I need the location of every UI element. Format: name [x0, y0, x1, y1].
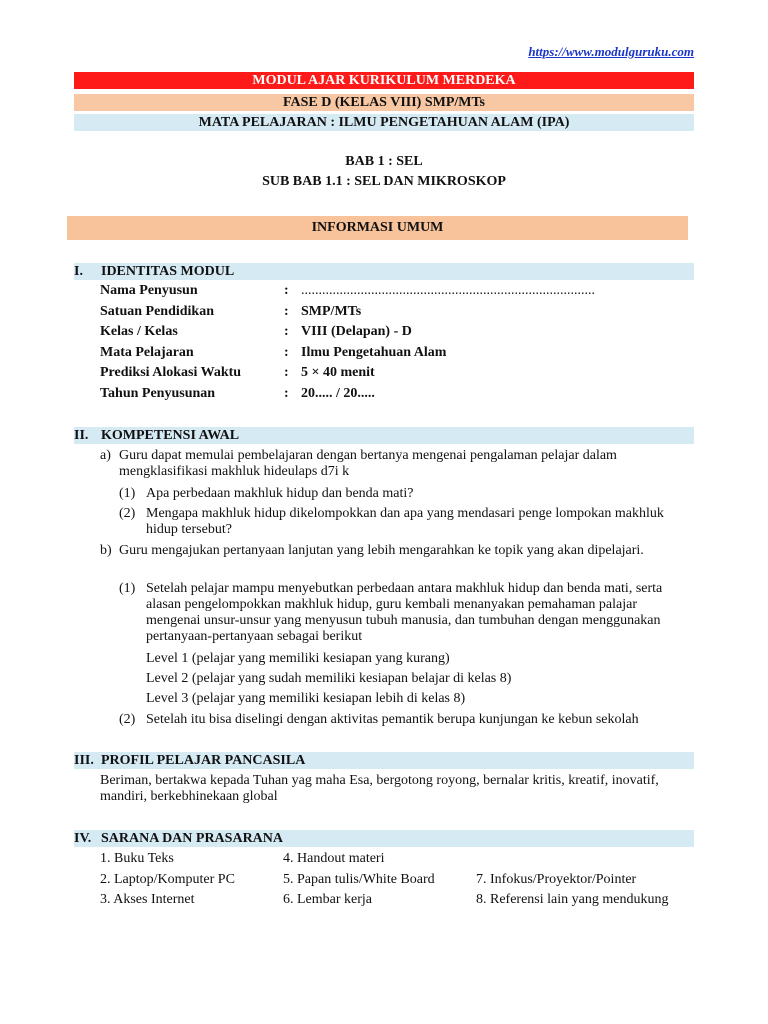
identity-colon: : [284, 324, 289, 339]
section-number: III. [74, 753, 94, 768]
section-title: KOMPETENSI AWAL [101, 428, 240, 443]
list-item: Setelah itu bisa diselingi dengan aktivitas pemantik berupa kunjungan ke kebun sekolah [146, 712, 639, 727]
identity-colon: : [284, 304, 289, 319]
identity-colon: : [284, 283, 289, 298]
level-item: Level 1 (pelajar yang memiliki kesiapan yang kurang) [146, 651, 450, 666]
subchapter-title: SUB BAB 1.1 : SEL DAN MIKROSKOP [262, 174, 506, 189]
section-kompetensi-heading [74, 427, 694, 444]
paragraph: Beriman, bertakwa kepada Tuhan yag maha Esa, bergotong royong, bernalar kritis, kreatif, inovatif, mandiri, berkebhinekaan global [100, 773, 659, 804]
identity-label: Nama Penyusun [100, 283, 198, 298]
identity-label: Tahun Penyusunan [100, 386, 216, 401]
identity-value: Ilmu Pengetahuan Alam [301, 345, 447, 360]
subject-label: MATA PELAJARAN : ILMU PENGETAHUAN ALAM (IPA) [74, 114, 694, 131]
section-number: II. [74, 428, 89, 443]
identity-label: Satuan Pendidikan [100, 304, 214, 319]
identity-value: SMP/MTs [301, 304, 362, 319]
identity-value: 5 × 40 menit [301, 365, 375, 380]
section-identitas-heading [74, 263, 694, 280]
identity-colon: : [284, 365, 289, 380]
equipment-item: 5. Papan tulis/White Board [283, 872, 435, 887]
list-marker: (2) [119, 506, 136, 521]
level-item: Level 2 (pelajar yang sudah memiliki kesiapan belajar di kelas 8) [146, 671, 512, 686]
list-marker: a) [100, 448, 111, 463]
section-number: IV. [74, 831, 92, 846]
identity-label: Kelas / Kelas [100, 324, 178, 339]
equipment-item: 4. Handout materi [283, 851, 385, 866]
phase-label: FASE D (KELAS VIII) SMP/MTs [74, 94, 694, 111]
identity-label: Mata Pelajaran [100, 345, 194, 360]
identity-label: Prediksi Alokasi Waktu [100, 365, 242, 380]
general-info-heading: INFORMASI UMUM [67, 216, 688, 240]
list-item: Setelah pelajar mampu menyebutkan perbedaan antara makhluk hidup dan benda mati, serta alasan pengelompokkan makhluk hidup, guru kembali menanyakan pemahaman palajar mengenai unsur-unsur yang menyusun tubuh manusia, dan tumbuhan dengan menggunakan pertanyaan-pertanyaan sebagai berikut [146, 581, 663, 644]
list-marker: b) [100, 543, 112, 558]
section-title: SARANA DAN PRASARANA [101, 831, 284, 846]
website-link[interactable]: https://www.modulguruku.com [528, 44, 694, 59]
list-marker: (2) [119, 712, 136, 727]
identity-colon: : [284, 345, 289, 360]
list-item: Mengapa makhluk hidup dikelompokkan dan apa yang mendasari penge lompokan makhluk hidup tersebut? [146, 506, 664, 537]
identity-value: .................................................................................... [301, 283, 595, 298]
section-sarana-heading [74, 830, 694, 847]
identity-value: 20..... / 20..... [301, 386, 375, 401]
paragraph: Guru mengajukan pertanyaan lanjutan yang lebih mengarahkan ke topik yang akan dipelajari. [119, 543, 644, 558]
equipment-item: 8. Referensi lain yang mendukung [476, 892, 669, 907]
equipment-item: 1. Buku Teks [100, 851, 174, 866]
identity-colon: : [284, 386, 289, 401]
list-marker: (1) [119, 486, 136, 501]
module-title: MODUL AJAR KURIKULUM MERDEKA [74, 72, 694, 89]
equipment-item: 3. Akses Internet [100, 892, 195, 907]
list-marker: (1) [119, 581, 136, 596]
section-profil-heading [74, 752, 694, 769]
equipment-item: 6. Lembar kerja [283, 892, 373, 907]
paragraph: Guru dapat memulai pembelajaran dengan bertanya mengenai pengalaman pelajar dalam mengklasifikasi makhluk hideulaps d7i k [119, 448, 617, 479]
identity-value: VIII (Delapan) - D [301, 324, 412, 339]
equipment-item: 2. Laptop/Komputer PC [100, 872, 235, 887]
level-item: Level 3 (pelajar yang memiliki kesiapan lebih di kelas 8) [146, 691, 466, 706]
list-item: Apa perbedaan makhluk hidup dan benda mati? [146, 486, 414, 501]
equipment-item: 7. Infokus/Proyektor/Pointer [476, 872, 637, 887]
section-number: I. [74, 264, 83, 279]
section-title: PROFIL PELAJAR PANCASILA [101, 753, 306, 768]
chapter-title: BAB 1 : SEL [345, 154, 423, 169]
section-title: IDENTITAS MODUL [101, 264, 235, 279]
